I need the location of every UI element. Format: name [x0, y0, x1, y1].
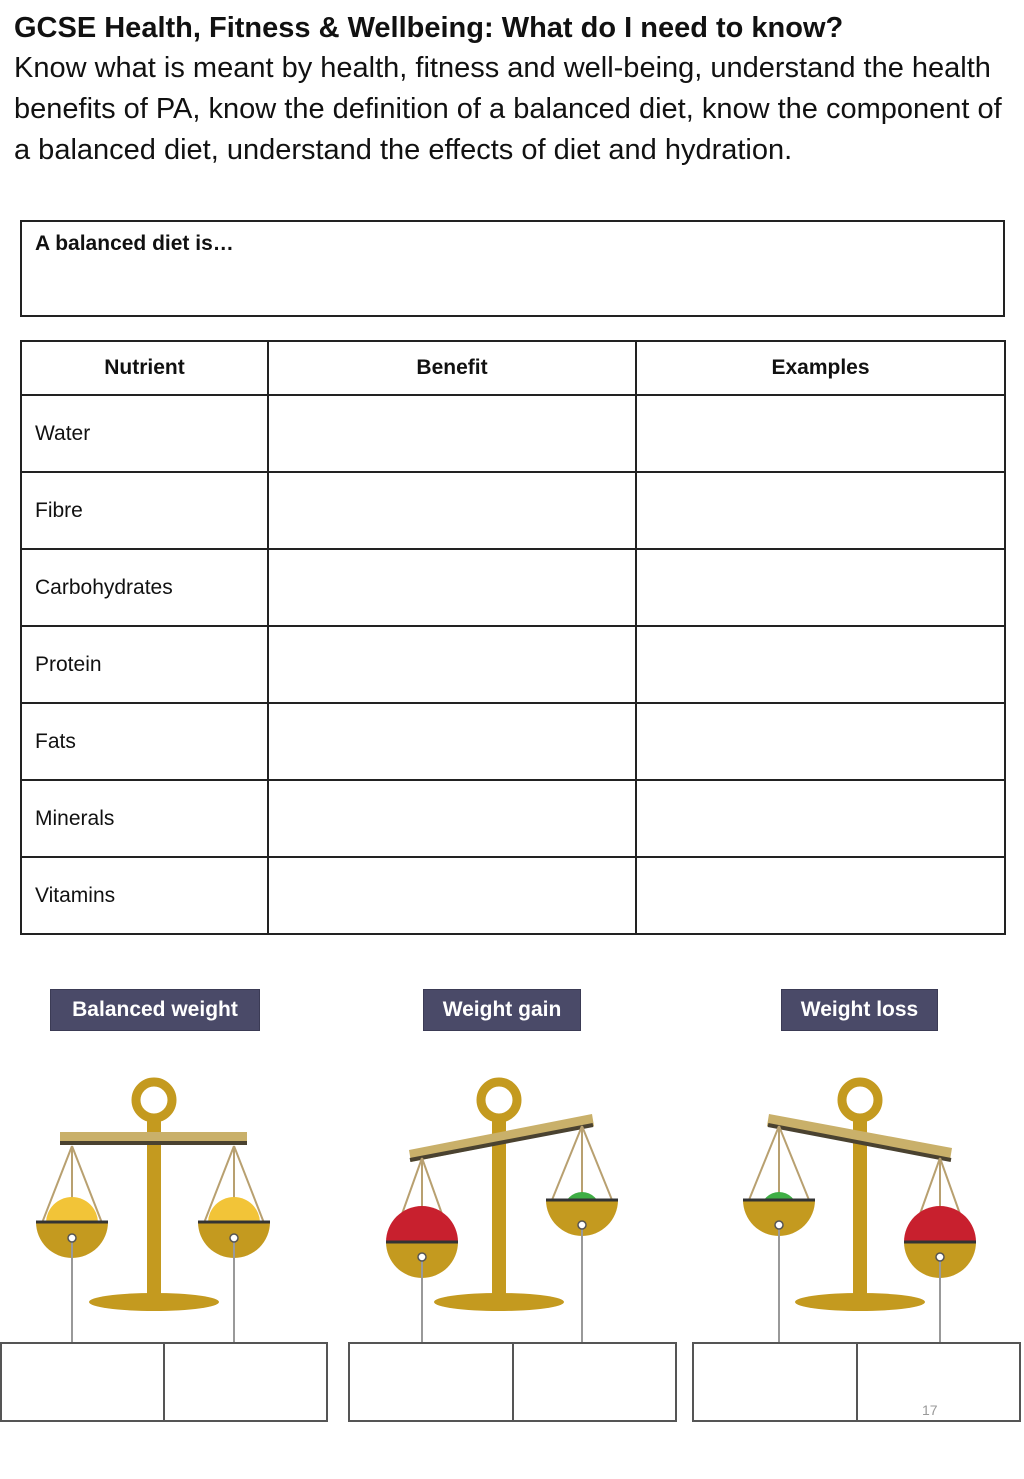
weight-gain-label: Weight gain: [423, 989, 581, 1031]
definition-label: A balanced diet is…: [35, 232, 234, 255]
table-row: [21, 703, 1005, 780]
page-title: GCSE Health, Fitness & Wellbeing: What do I need to know?: [14, 12, 844, 44]
page-number: 17: [922, 1402, 938, 1418]
weight-loss-answer-boxes: [692, 1342, 1021, 1422]
examples-cell[interactable]: [636, 780, 1005, 857]
weight-gain-answer-boxes: [348, 1342, 677, 1422]
scales-illustration: [0, 1040, 1024, 1345]
table-row: [21, 472, 1005, 549]
header-nutrient: Nutrient: [21, 341, 268, 395]
nutrient-table: [20, 340, 1006, 935]
header-benefit: Benefit: [268, 341, 636, 395]
nutrient-cell: Water: [21, 395, 268, 472]
benefit-cell[interactable]: [268, 472, 636, 549]
table-header-row: [21, 341, 1005, 395]
balanced-diet-definition-box[interactable]: [20, 220, 1005, 317]
nutrient-cell: Fibre: [21, 472, 268, 549]
benefit-cell[interactable]: [268, 703, 636, 780]
balanced-weight-label: Balanced weight: [50, 989, 260, 1031]
examples-cell[interactable]: [636, 857, 1005, 934]
answer-box[interactable]: [165, 1344, 326, 1420]
benefit-cell[interactable]: [268, 395, 636, 472]
examples-cell[interactable]: [636, 703, 1005, 780]
table-row: [21, 857, 1005, 934]
examples-cell[interactable]: [636, 549, 1005, 626]
weight-loss-label: Weight loss: [781, 989, 938, 1031]
weight-gain-scale-icon: [386, 1082, 618, 1342]
nutrient-cell: Carbohydrates: [21, 549, 268, 626]
answer-box[interactable]: [2, 1344, 165, 1420]
examples-cell[interactable]: [636, 626, 1005, 703]
intro-text: Know what is meant by health, fitness and well-being, understand the health benefits of PA, know the definition of a balanced diet, know the component of a balanced diet, understand the effects of diet and hydration.: [14, 52, 1002, 166]
nutrient-cell: Vitamins: [21, 857, 268, 934]
nutrient-cell: Fats: [21, 703, 268, 780]
benefit-cell[interactable]: [268, 857, 636, 934]
answer-box[interactable]: [350, 1344, 514, 1420]
table-row: [21, 395, 1005, 472]
table-row: [21, 549, 1005, 626]
nutrient-cell: Protein: [21, 626, 268, 703]
answer-box[interactable]: [514, 1344, 676, 1420]
header-examples: Examples: [636, 341, 1005, 395]
benefit-cell[interactable]: [268, 626, 636, 703]
table-row: [21, 626, 1005, 703]
examples-cell[interactable]: [636, 395, 1005, 472]
answer-box[interactable]: [858, 1344, 1020, 1420]
table-row: [21, 780, 1005, 857]
examples-cell[interactable]: [636, 472, 1005, 549]
benefit-cell[interactable]: [268, 549, 636, 626]
balanced-scale-icon: [36, 1082, 270, 1342]
weight-loss-scale-icon: [743, 1082, 976, 1342]
balanced-weight-answer-boxes: [0, 1342, 328, 1422]
benefit-cell[interactable]: [268, 780, 636, 857]
answer-box[interactable]: [694, 1344, 858, 1420]
nutrient-cell: Minerals: [21, 780, 268, 857]
